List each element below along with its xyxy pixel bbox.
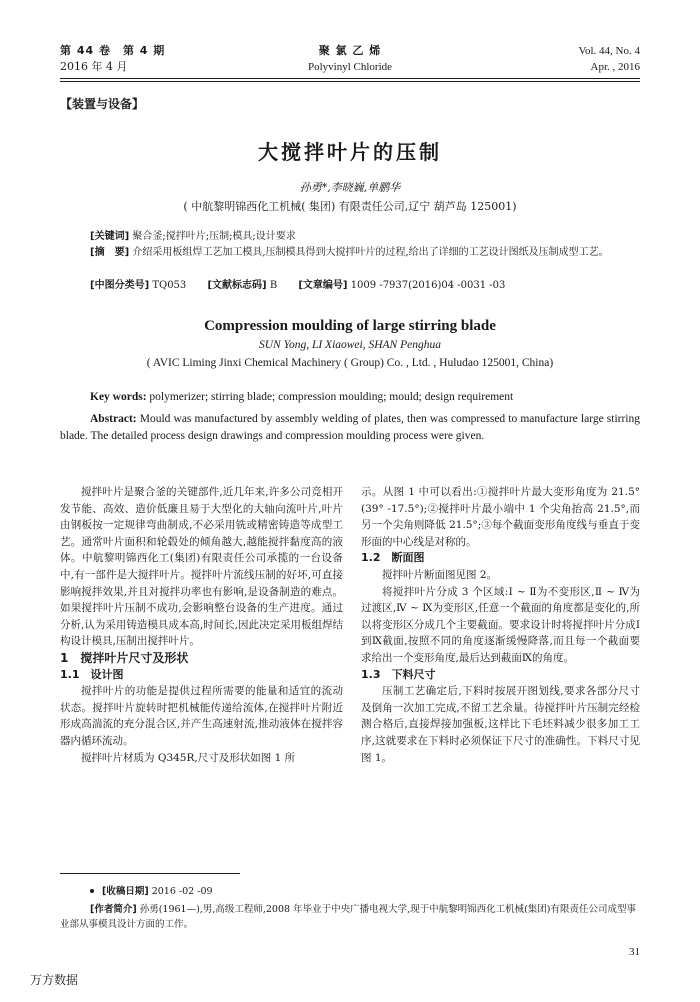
keywords-cn-label: [关键词]	[90, 231, 130, 242]
affiliation-en: ( AVIC Liming Jinxi Chemical Machinery ( Group) Co. , Ltd. , Huludao 125001, China)	[146, 357, 554, 369]
paragraph-design: 搅拌叶片的功能是提供过程所需要的能量和适宜的流动状态。搅拌叶片旋转时把机械能传递给流体,在搅拌叶片附近形成高湍流的充分混合区,并产生高速射流,推动液体在搅拌容器内循环流动。	[60, 685, 343, 747]
keywords-en-label: Key words:	[90, 391, 147, 403]
authors-en: SUN Yong, LI Xiaowei, SHAN Penghua	[259, 339, 441, 351]
watermark: 万方数据	[30, 973, 79, 987]
article-title-en: Compression moulding of large stirring blade	[204, 318, 496, 334]
doc-code-label: [文献标志码]	[207, 280, 267, 291]
section-heading-1-2: 1.2 断面图	[361, 551, 425, 565]
article-title-cn: 大搅拌叶片的压制	[258, 140, 442, 164]
journal-title-en: Polyvinyl Chloride	[307, 61, 393, 73]
header-rule-top	[60, 78, 640, 79]
clc-label: [中图分类号]	[90, 280, 150, 291]
keywords-cn	[60, 229, 640, 244]
affiliation-cn: ( 中航黎明锦西化工机械( 集团) 有限责任公司,辽宁 葫芦岛 125001)	[183, 200, 517, 213]
abstract-en-label: Abstract:	[90, 413, 137, 425]
paragraph-section-ref: 搅拌叶片断面图见图 2。	[382, 568, 498, 581]
keywords-en	[60, 389, 640, 406]
volume-issue-cn: 第 44 卷 第 4 期	[60, 44, 166, 57]
right-column	[361, 484, 640, 766]
author-bio-label: [作者简介]	[90, 904, 137, 915]
journal-title-cn: 聚 氯 乙 烯	[318, 44, 382, 57]
author-bio-text: 孙勇(1961—),男,高级工程师,2008 年毕业于中央广播电视大学,现于中航黎明锦西化工机械(集团)有限责任公司成型事业部从事模具设计方面的工作。	[60, 904, 636, 930]
left-column	[60, 484, 343, 766]
keywords-en-text: polymerizer; stirring blade; compression moulding; mould; design requirement	[149, 391, 514, 403]
paragraph-material: 搅拌叶片材质为 Q345R,尺寸及形状如图 1 所	[81, 751, 296, 764]
section-tag: 【装置与设备】	[60, 97, 145, 111]
date-en: Apr. , 2016	[590, 61, 640, 73]
paragraph-deformation: 示。从图 1 中可以看出:①搅拌叶片最大变形角度为 21.5°(39° -17.5°);②搅拌叶片最小端中 1 个尖角抬高 21.5°,而另一个尖角则降低 21.5°;③每个截面变形角度线与垂直于变形面的中心线是对称的。	[361, 486, 640, 548]
received-label: [收稿日期]	[102, 886, 149, 897]
paragraph-cutting: 压制工艺确定后,下料时按展开图划线,要求各部分尺寸及倒角一次加工完成,不留工艺余量。待搅拌叶片压制完经检测合格后,直接焊接加强板,这样比下毛坯料减少很多加工工序,这就要求在下料时必须保证下尺寸的准确性。下料尺寸见图 1。	[361, 685, 640, 764]
intro-paragraph: 搅拌叶片是聚合釜的关键部件,近几年来,许多公司竞相开发节能、高效、造价低廉且易于大型化的大轴向流叶片,叶片由钢板按一定规律弯曲制成,不必采用铣或精密铸造等成型工艺。通常叶片面积和轮毂处的倾角越大,越能搅拌黏度高的液体。中航黎明锦西化工(集团)有限责任公司承揽的一台设备中,有一部件是大搅拌叶片。搅拌叶片流线压制的好坏,可直接影响搅拌效果,并且对搅拌功率也有影响,是设备制造的难点。如果搅拌叶片压制不成功,会影响整台设备的生产进度。通过分析,认为采用铸造模具成本高,时间长,因此决定采用板组焊结构设计模具,压制出搅拌叶片。	[60, 486, 344, 648]
section-heading-1: 1 搅拌叶片尺寸及形状	[60, 650, 189, 665]
volume-issue-en: Vol. 44, No. 4	[578, 45, 640, 57]
classification-line	[60, 278, 640, 293]
section-heading-1-3: 1.3 下料尺寸	[361, 667, 436, 681]
page-number: 31	[629, 946, 640, 958]
abstract-cn-label: [摘 要]	[90, 247, 130, 258]
article-id-label: [文章编号]	[298, 280, 348, 291]
date-cn: 2016 年 4 月	[60, 60, 128, 73]
article-id-value: 1009 -7937(2016)04 -0031 -03	[350, 280, 506, 291]
author-bio	[60, 902, 640, 932]
paragraph-zones: 将搅拌叶片分成 3 个区域:Ⅰ ~ Ⅱ为不变形区,Ⅱ ~ Ⅳ为过渡区,Ⅳ ~ Ⅸ为变形区,任意一个截面的角度都是变化的,所以将变形区分成几个主要截面。要求设计时将搅拌叶片分成Ⅰ到Ⅸ截面,按照不同的角度逐渐缓慢降落,而且每一个截面要求给出一个变形角度,最后达到截面Ⅸ的角度。	[361, 585, 640, 664]
clc-value: TQ053	[152, 280, 187, 291]
keywords-cn-text: 聚合釜;搅拌叶片;压制;模具;设计要求	[132, 231, 296, 242]
doc-code-value: B	[269, 280, 278, 291]
abstract-cn-text: 介绍采用板组焊工艺加工模具,压制模具得到大搅拌叶片的过程,给出了详细的工艺设计图纸及压制成型工艺。	[132, 247, 609, 258]
abstract-cn	[60, 245, 640, 260]
abstract-en	[60, 411, 640, 445]
footnote-rule	[60, 873, 240, 874]
bullet-icon	[90, 889, 94, 893]
received-date	[60, 884, 640, 899]
abstract-en-text: Mould was manufactured by assembly welding of plates, then was compressed to manufacture large stirring blade. The detailed process design drawings and compression moulding process were given.	[60, 413, 640, 442]
received-value: 2016 -02 -09	[151, 886, 213, 897]
authors-cn: 孙勇*,李晓巍,单鹏华	[299, 181, 401, 194]
header-rule-bottom	[60, 81, 640, 82]
section-heading-1-1: 1.1 设计图	[60, 667, 124, 681]
